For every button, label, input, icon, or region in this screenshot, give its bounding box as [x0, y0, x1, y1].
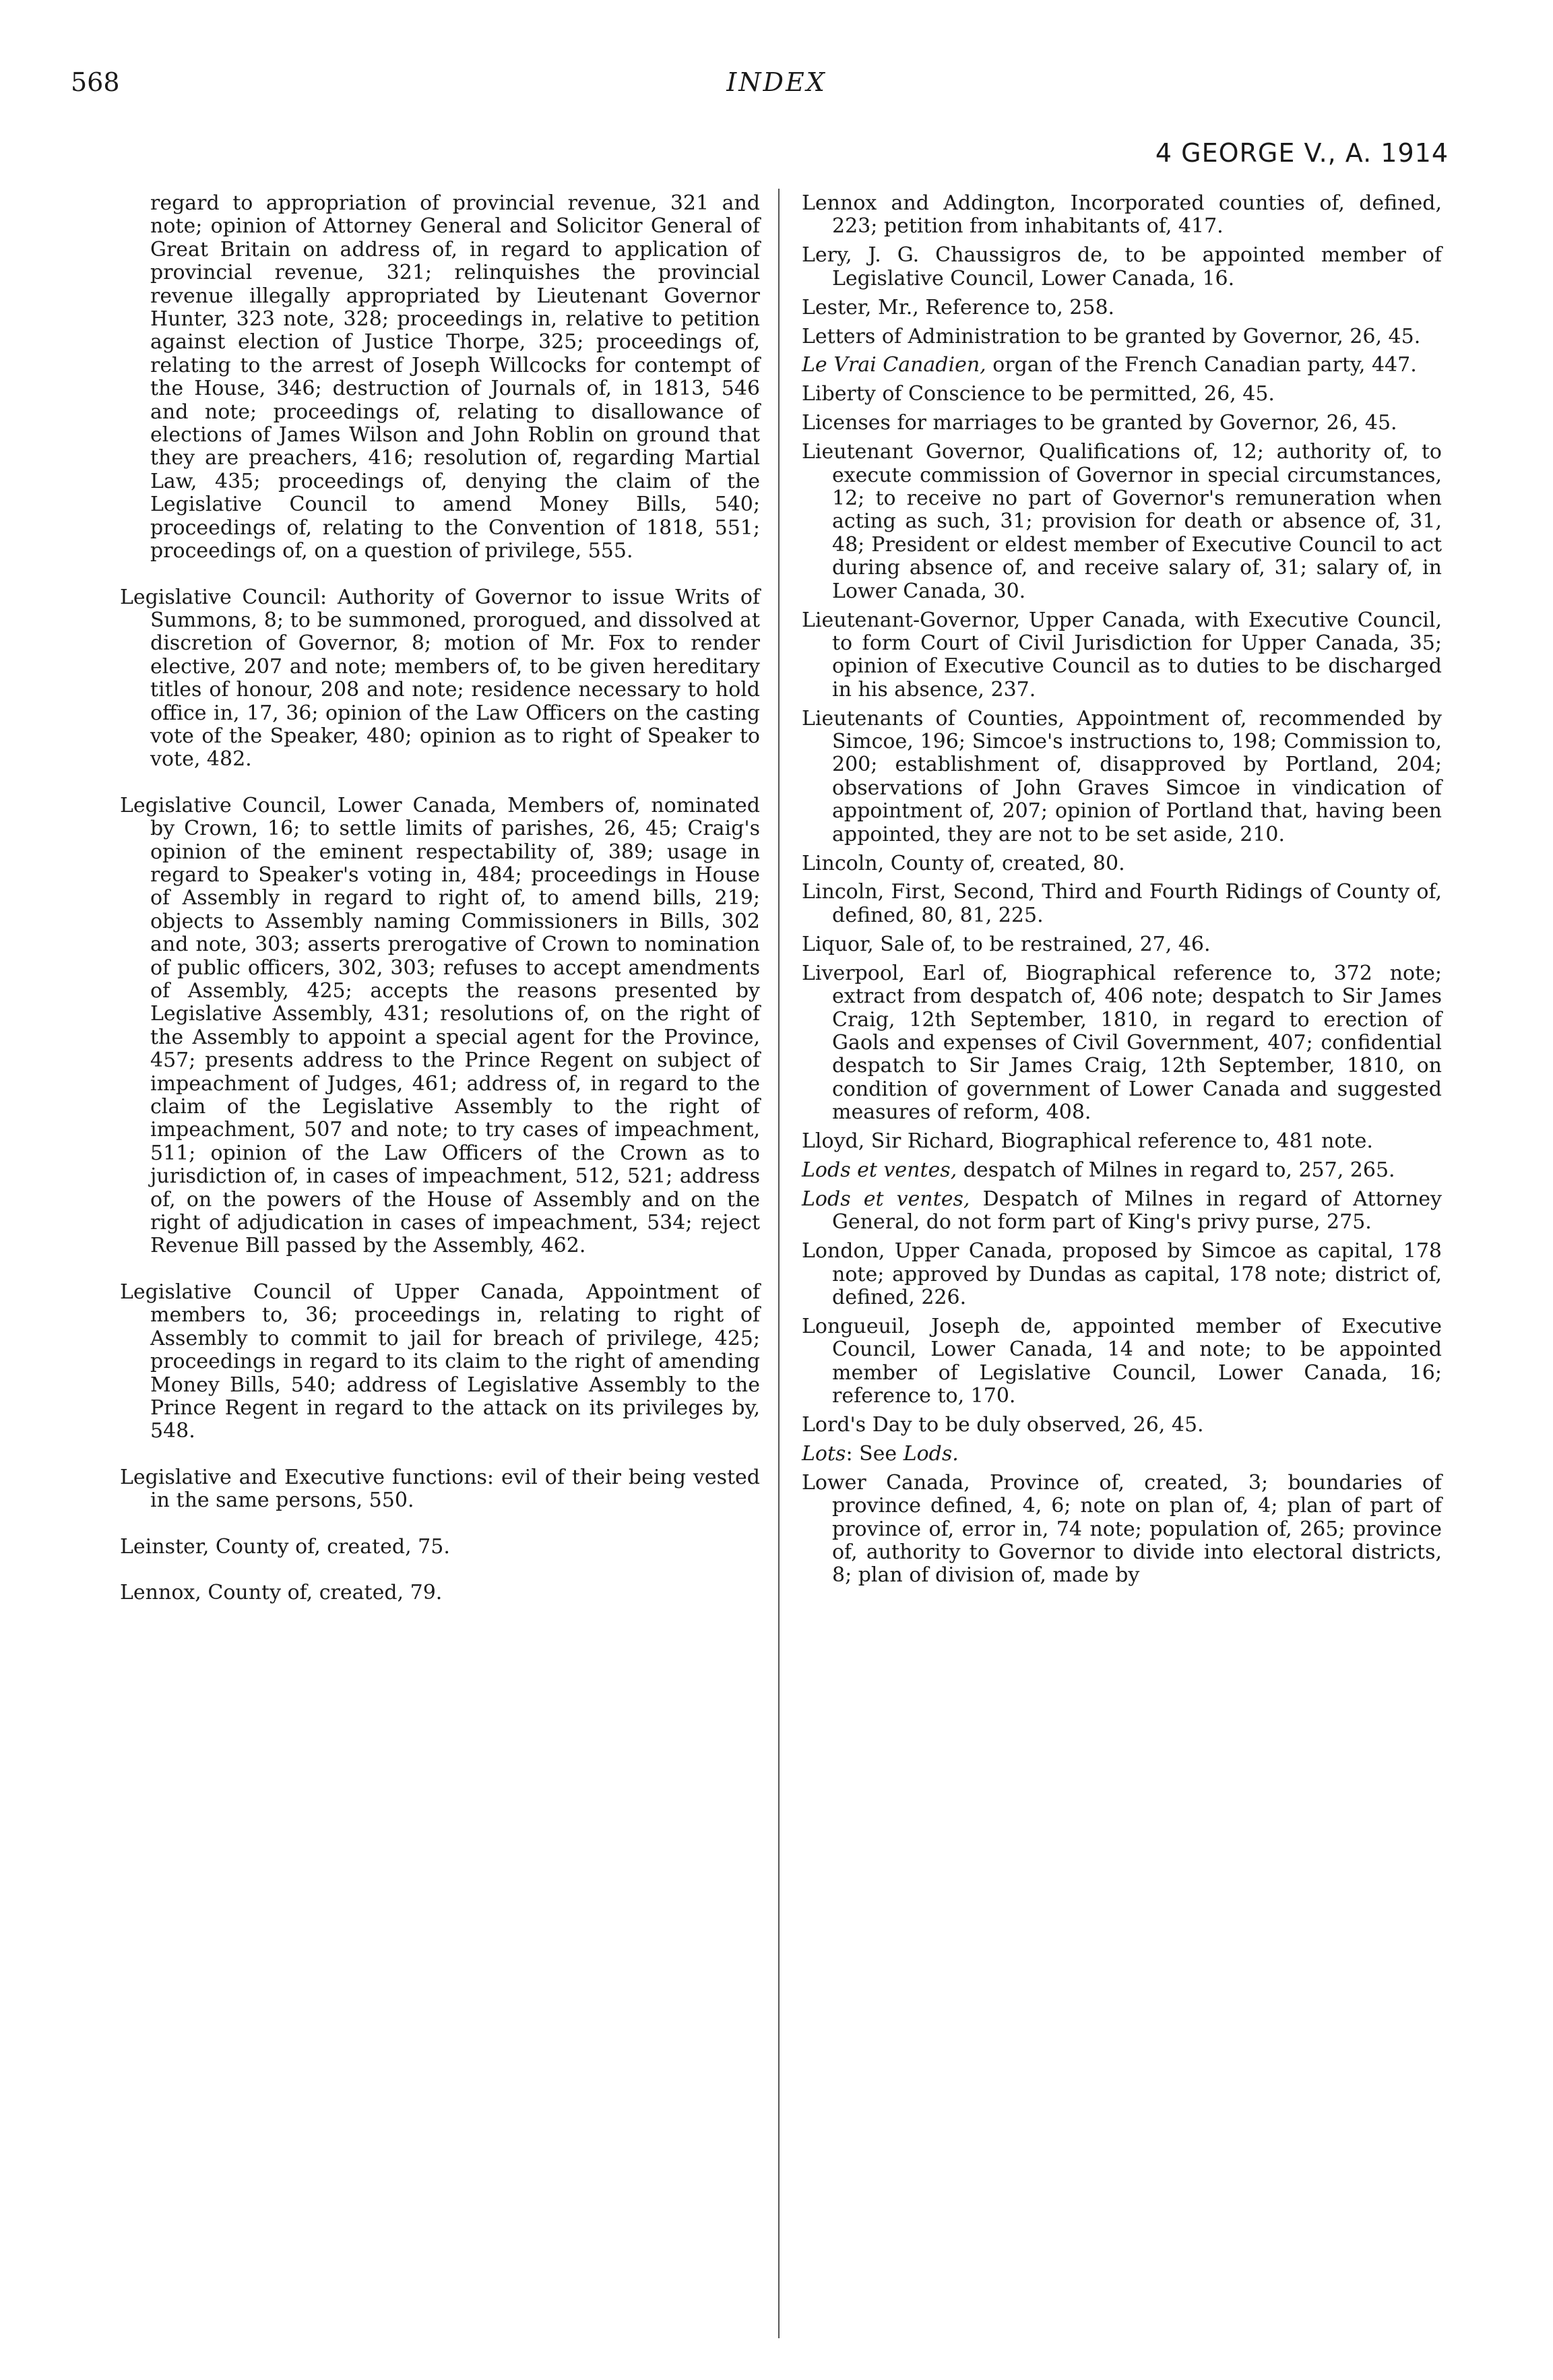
- index-entry: [802, 1130, 1442, 1153]
- index-entry: [802, 383, 1442, 406]
- entry-text: Lieutenant-Governor, Upper Canada, with Executive Council, to form Court of Civil Jurisdiction for Upper Canada, 35; opinion of Executive Council as to duties to be discharged in his absence, 237.: [802, 608, 1442, 701]
- entry-text: Licenses for marriages to be granted by Governor, 26, 45.: [802, 411, 1397, 435]
- index-entry: [802, 325, 1442, 348]
- right-column: [802, 192, 1442, 1593]
- entry-text: London, Upper Canada, proposed by Simcoe as capital, 178 note; approved by Dundas as capital, 178 note; district of, defined, 226.: [802, 1239, 1442, 1309]
- index-entry: [802, 933, 1442, 956]
- index-entry: [802, 708, 1442, 846]
- index-entry: [802, 852, 1442, 875]
- index-entry: [802, 1443, 1442, 1466]
- entry-text: Lery, J. G. Chaussigros de, to be appointed member of Legislative Council, Lower Canada, 16.: [802, 243, 1442, 290]
- entry-text: Lincoln, First, Second, Third and Fourth Ridings of County of, defined, 80, 81, 225.: [802, 880, 1442, 927]
- page-number: 568: [71, 67, 120, 97]
- entry-italic: Lods.: [903, 1441, 959, 1466]
- index-entry-continuation: regard to appropriation of provincial revenue, 321 and note; opinion of Attorney General and Solicitor General of Great Britain on address of, in regard to application of provincial revenue, 321; relinquishes the provincial revenue illegally appropriated by Lieutenant Governor Hunter, 323 note, 328; proceedings in, relative to petition against election of Justice Thorpe, 325; proceedings of, relating to the arrest of Joseph Willcocks for contempt of the House, 346; destruction of Journals of, in 1813, 546 and note; proceedings of, relating to disallowance of elections of James Wilson and John Roblin on ground that they are preachers, 416; resolution of, regarding Martial Law, 435; proceedings of, denying the claim of the Legislative Council to amend Money Bills, 540; proceedings of, relating to the Convention of 1818, 551; proceedings of, on a question of privilege, 555.: [150, 191, 760, 563]
- entry-text: Liquor, Sale of, to be restrained, 27, 46.: [802, 932, 1211, 956]
- index-entry: Legislative Council of Upper Canada, Appointment of members to, 36; proceedings in, relating to right of Assembly to commit to jail for breach of privilege, 425; proceedings in regard to its claim to the right of amending Money Bills, 540; address of Legislative Assembly to the Prince Regent in regard to the attack on its privileges by, 548.: [120, 1280, 760, 1443]
- entry-italic: Lods et ventes,: [802, 1187, 970, 1211]
- index-entry: [802, 609, 1442, 702]
- index-entry: [802, 441, 1442, 603]
- entry-text: Lieutenants of Counties, Appointment of, recommended by Simcoe, 196; Simcoe's instructions to, 198; Commission to, 200; establishment of, disapproved by Portland, 204; observations of John Graves Simcoe in vindication of appointment of, 207; opinion of Portland that, having been appointed, they are not to be set aside, 210.: [802, 706, 1442, 846]
- running-title: INDEX: [726, 67, 827, 97]
- index-entry: [802, 296, 1442, 319]
- session-label: 4 GEORGE V., A. 1914: [1155, 138, 1449, 168]
- index-entry: [802, 1240, 1442, 1309]
- index-entry: [802, 412, 1442, 435]
- index-entry: Legislative Council, Lower Canada, Members of, nominated by Crown, 16; to settle limits of parishes, 26, 45; Craig's opinion of the eminent respectability of, 389; usage in regard to Speaker's voting in, 484; proceedings in House of Assembly in regard to right of, to amend bills, 219; objects to Assembly naming Commissioners in Bills, 302 and note, 303; asserts prerogative of Crown to nomination of public officers, 302, 303; refuses to accept amendments of Assembly, 425; accepts the reasons presented by Legislative Assembly, 431; resolutions of, on the right of the Assembly to appoint a special agent for the Province, 457; presents address to the Prince Regent on subject of impeachment of Judges, 461; address of, in regard to the claim of the Legislative Assembly to the right of impeachment, 507 and note; to try cases of impeachment, 511; opinion of the Law Officers of the Crown as to jurisdiction of, in cases of impeachment, 512, 521; address of, on the powers of the House of Assembly and on the right of adjudication in cases of impeachment, 534; reject Revenue Bill passed by the Assembly, 462.: [120, 793, 760, 1258]
- left-column: [120, 192, 760, 1610]
- index-entry: [802, 1188, 1442, 1234]
- index-entry: [802, 354, 1442, 377]
- index-entry: Legislative Council: Authority of Governor to issue Writs of Summons, 8; to be summoned, prorogued, and dissolved at discretion of Governor, 8; motion of Mr. Fox to render elective, 207 and note; members of, to be given hereditary titles of honour, 208 and note; residence necessary to hold office in, 17, 36; opinion of the Law Officers on the casting vote of the Speaker, 480; opinion as to right of Speaker to vote, 482.: [120, 585, 760, 772]
- entry-text: Lower Canada, Province of, created, 3; boundaries of province defined, 4, 6; note on plan of, 4; plan of part of province of, error in, 74 note; population of, 265; province of, authority to Governor to divide into electoral districts, 8; plan of division of, made by: [802, 1470, 1442, 1588]
- entry-text: Lord's Day to be duly observed, 26, 45.: [802, 1413, 1204, 1437]
- entry-text: Letters of Administration to be granted by Governor, 26, 45.: [802, 324, 1421, 348]
- entry-text: Despatch of Milnes in regard of Attorney General, do not form part of King's privy purse, 275.: [832, 1187, 1442, 1234]
- entry-text: Lloyd, Sir Richard, Biographical reference to, 481 note.: [802, 1129, 1373, 1154]
- index-entry: [802, 1414, 1442, 1437]
- column-divider: [778, 189, 780, 2338]
- entry-text: Lester, Mr., Reference to, 258.: [802, 295, 1115, 319]
- entry-text: Longueuil, Joseph de, appointed member of Executive Council, Lower Canada, 14 and note; to be appointed member of Legislative Council, Lower Canada, 16; reference to, 170.: [802, 1314, 1442, 1408]
- entry-text: despatch of Milnes in regard to, 257, 265.: [957, 1158, 1395, 1182]
- index-entry: [802, 1472, 1442, 1588]
- entry-text: Liverpool, Earl of, Biographical reference to, 372 note; extract from despatch of, 406 note; despatch to Sir James Craig, 12th September, 1810, in regard to erection of Gaols and expenses of Civil Government, 407; confidential despatch to Sir James Craig, 12th September, 1810, on condition of government of Lower Canada and suggested measures of reform, 408.: [802, 961, 1442, 1125]
- index-entry: [802, 1159, 1442, 1182]
- index-entry: [802, 244, 1442, 290]
- index-entry: [802, 962, 1442, 1125]
- entry-text: Liberty of Conscience to be permitted, 26, 45.: [802, 382, 1275, 406]
- entry-italic: Lots: [802, 1441, 846, 1466]
- entry-italic: Lods et ventes,: [802, 1158, 957, 1182]
- entry-text: Lincoln, County of, created, 80.: [802, 851, 1125, 875]
- entry-text: Lennox and Addington, Incorporated counties of, defined, 223; petition from inhabitants of, 417.: [802, 191, 1442, 239]
- index-entry: Legislative and Executive functions: evil of their being vested in the same persons, 550.: [120, 1465, 760, 1513]
- index-entry: [802, 1315, 1442, 1408]
- entry-text: organ of the French Canadian party, 447.: [986, 353, 1417, 377]
- entry-text: Lieutenant Governor, Qualifications of, 12; authority of, to execute commission of Governor in special circumstances, 12; to receive no part of Governor's remuneration when acting as such, 31; provision for death or absence of, 31, 48; President or eldest member of Executive Council to act during absence of, and receive salary of, 31; salary of, in Lower Canada, 30.: [802, 440, 1442, 603]
- index-entry: [802, 192, 1442, 239]
- index-entry: Lennox, County of, created, 79.: [120, 1580, 443, 1604]
- entry-italic: Le Vrai Canadien,: [802, 353, 986, 377]
- entry-text: : See: [846, 1441, 904, 1466]
- index-entry: [802, 881, 1442, 927]
- index-entry: Leinster, County of, created, 75.: [120, 1534, 450, 1559]
